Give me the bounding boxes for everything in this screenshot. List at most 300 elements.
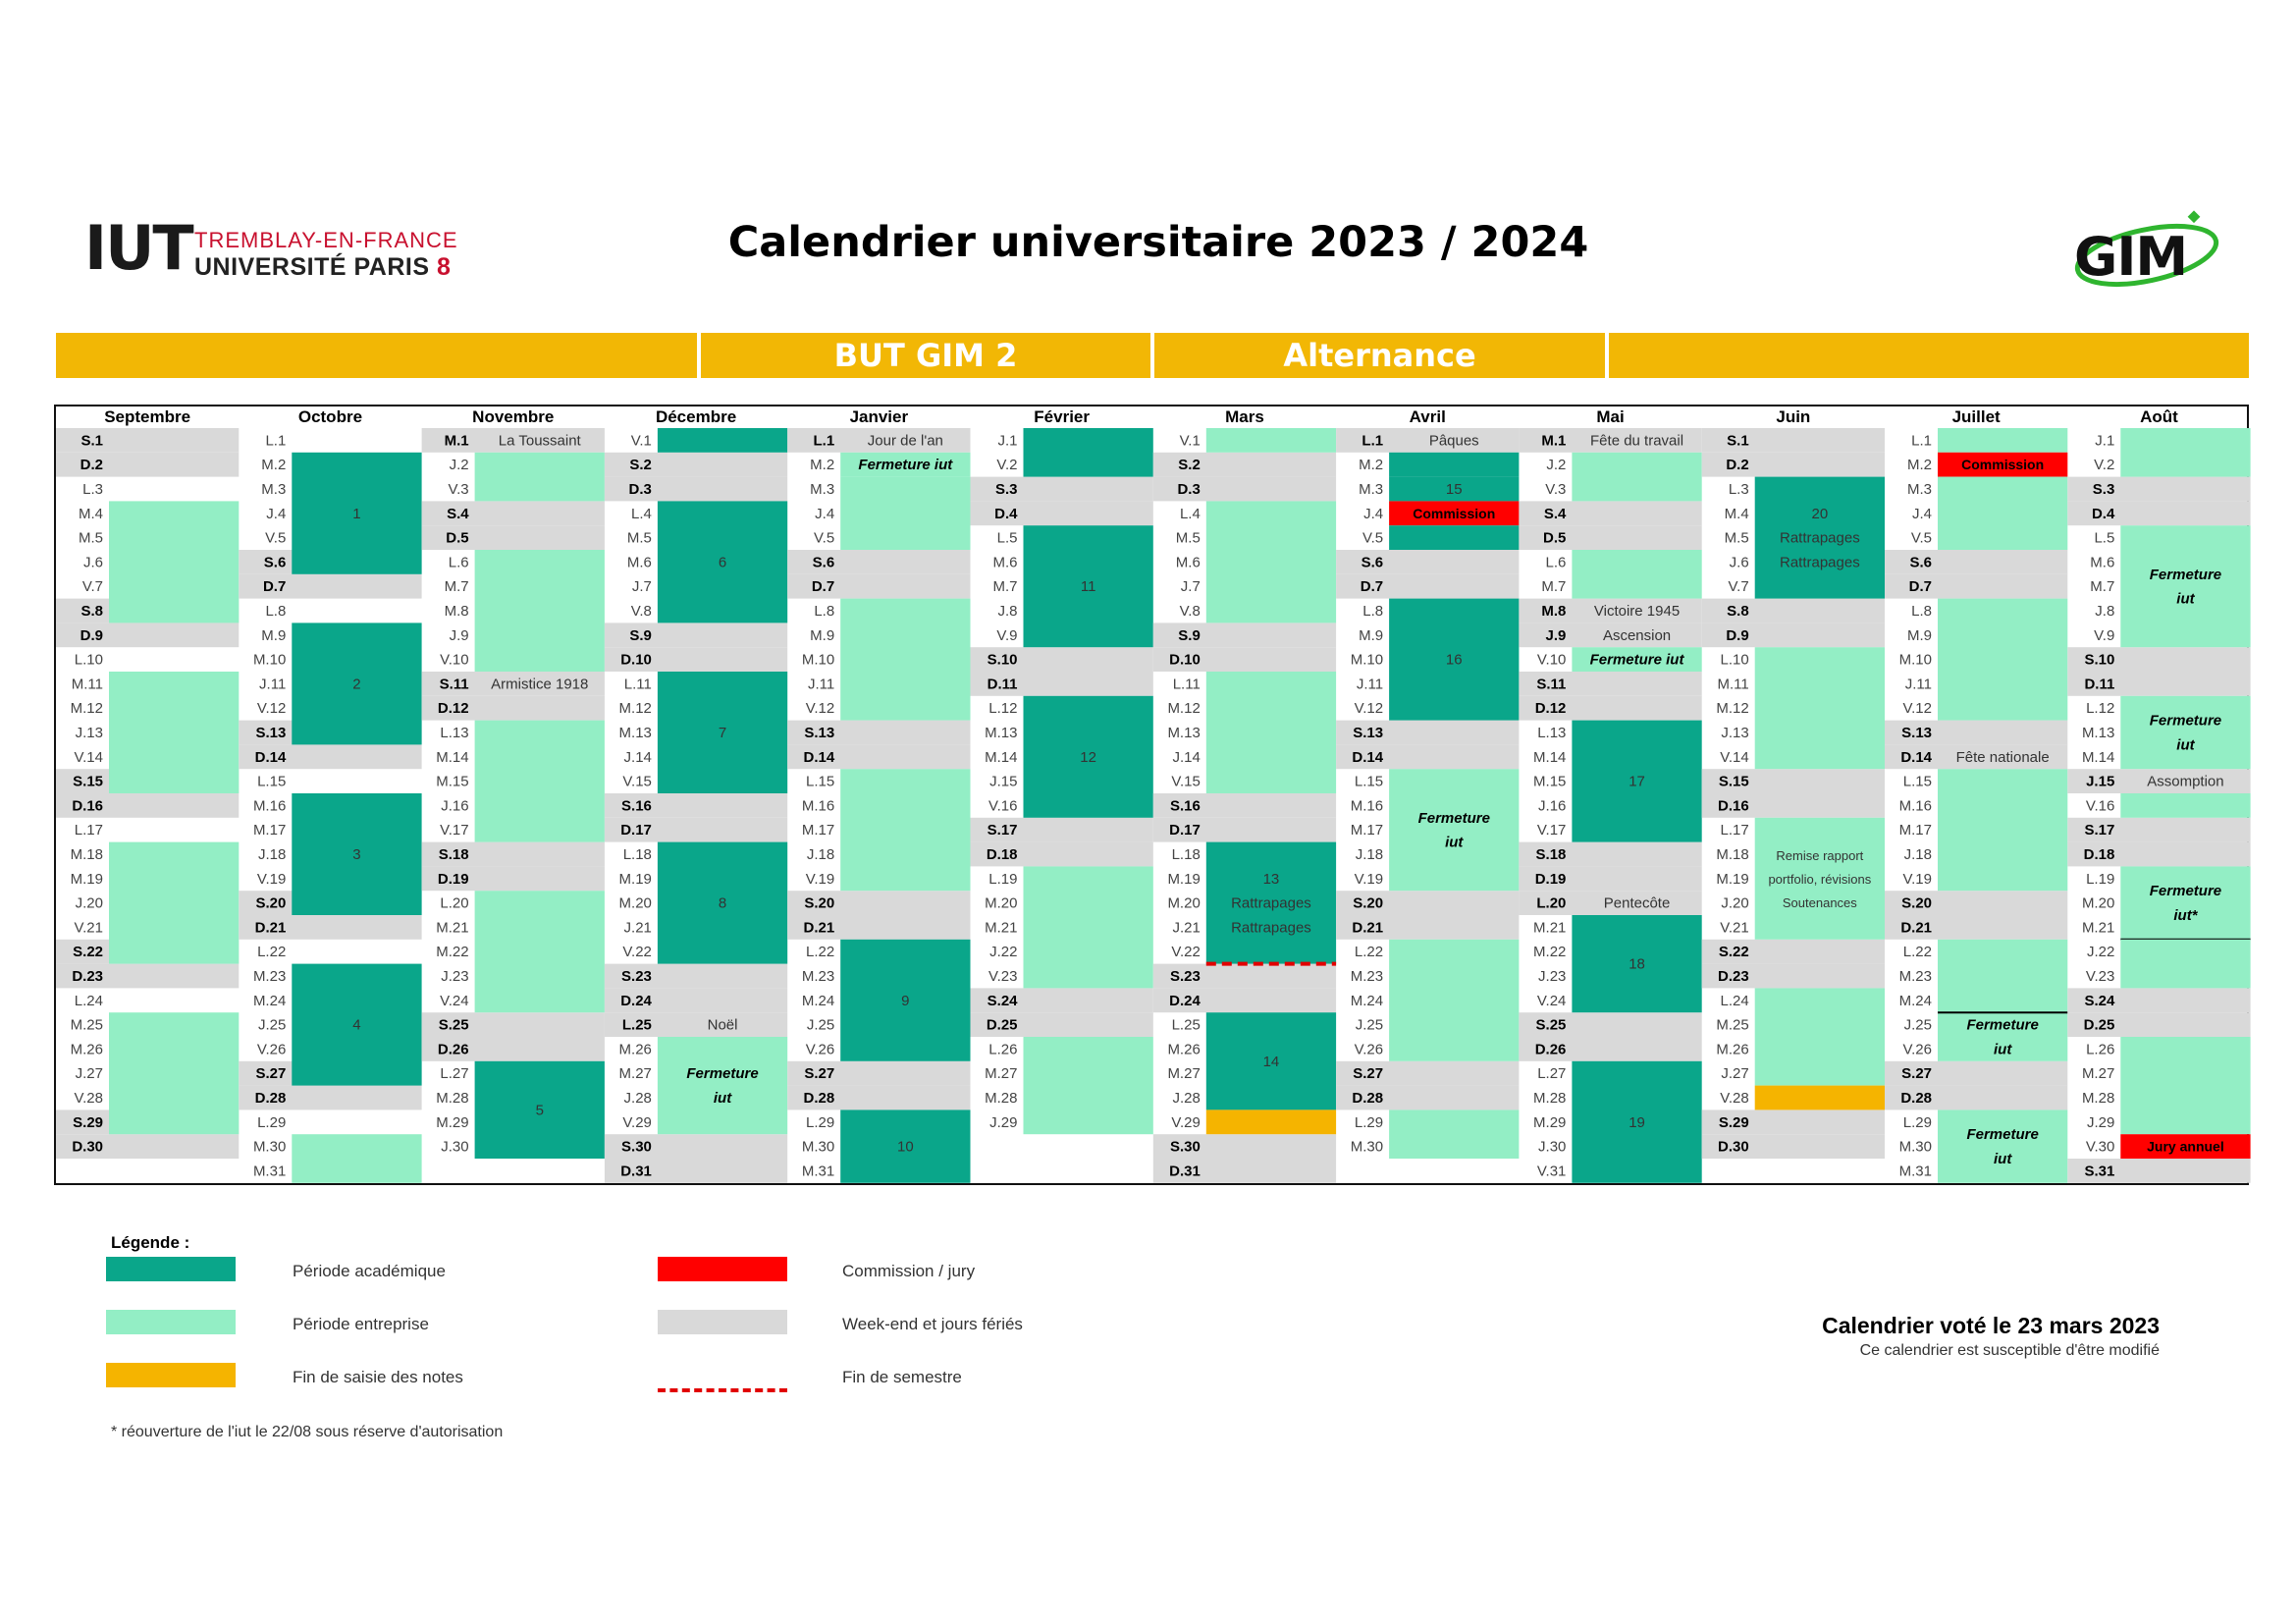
day-label: S.2 <box>629 457 652 474</box>
day-label: D.26 <box>1534 1041 1567 1058</box>
day-label: V.10 <box>440 651 469 669</box>
day-label: J.18 <box>1903 846 1932 863</box>
day-label: M.20 <box>985 894 1018 912</box>
day-label: L.24 <box>1720 992 1749 1009</box>
day-label: J.18 <box>1355 846 1384 863</box>
day-label: S.13 <box>255 725 287 741</box>
period-block <box>2120 428 2250 477</box>
day-label: M.5 <box>1175 529 1201 547</box>
day-label: J.4 <box>815 505 835 522</box>
period-block <box>1755 1086 1885 1110</box>
day-label: D.28 <box>254 1090 287 1107</box>
day-label: L.17 <box>74 822 103 839</box>
day-label: M.26 <box>618 1041 652 1058</box>
day-label: V.30 <box>2085 1138 2115 1156</box>
day-label: M.31 <box>1898 1163 1932 1180</box>
day-label: M.27 <box>2081 1065 2115 1083</box>
day-label: M.26 <box>1167 1041 1201 1058</box>
period-block <box>1024 1037 1153 1134</box>
period-block <box>1389 525 1519 550</box>
day-label: V.2 <box>2094 457 2115 474</box>
day-label: M.5 <box>78 529 103 547</box>
day-label: M.3 <box>261 481 287 498</box>
day-label: J.18 <box>806 846 835 863</box>
day-label: D.16 <box>72 797 103 815</box>
day-label: D.4 <box>994 505 1018 522</box>
day-label: L.4 <box>631 505 652 522</box>
day-label: V.5 <box>265 529 287 547</box>
day-label: V.5 <box>814 529 835 547</box>
day-label: M.1 <box>1541 432 1567 450</box>
legend-swatch-entreprise <box>106 1310 236 1334</box>
legend-swatch-academique <box>106 1257 236 1281</box>
holiday-note: Fête nationale <box>1955 748 2050 766</box>
day-label: J.7 <box>631 578 652 596</box>
day-label: V.24 <box>440 992 469 1009</box>
period-text: Remise rapport <box>1776 847 1864 863</box>
day-label: S.20 <box>804 894 835 912</box>
calendar-grid <box>54 405 2249 1185</box>
period-block <box>1755 647 1885 769</box>
day-label: L.29 <box>1354 1113 1384 1131</box>
day-label: V.29 <box>1171 1113 1201 1131</box>
day-label: V.5 <box>1362 529 1384 547</box>
period-block <box>2120 866 2250 939</box>
day-label: D.2 <box>1726 457 1749 474</box>
period-text: iut* <box>2173 907 2198 924</box>
holiday-note: Assomption <box>2147 773 2224 790</box>
day-label: L.19 <box>2086 870 2115 888</box>
period-text: Fermeture iut <box>858 457 953 474</box>
day-label: M.17 <box>801 822 835 839</box>
day-label: L.8 <box>814 603 835 620</box>
day-label: M.27 <box>618 1065 652 1083</box>
holiday-note: Jour de l'an <box>867 432 943 450</box>
day-label: M.3 <box>1906 481 1932 498</box>
day-label: J.25 <box>806 1016 835 1034</box>
day-label: J.23 <box>1538 968 1567 985</box>
day-label: J.11 <box>259 676 287 693</box>
day-label: M.22 <box>436 944 469 961</box>
banner-left <box>56 333 697 378</box>
day-label: D.19 <box>437 870 469 888</box>
period-text: Jury annuel <box>2147 1138 2224 1155</box>
day-label: V.3 <box>448 481 469 498</box>
day-label: L.20 <box>440 894 469 912</box>
day-label: M.4 <box>78 505 103 522</box>
day-label: S.23 <box>1169 968 1201 985</box>
period-text: 1 <box>352 505 361 522</box>
day-label: D.19 <box>1534 870 1567 888</box>
day-label: J.2 <box>1546 457 1567 474</box>
holiday-note: Victoire 1945 <box>1593 603 1681 620</box>
day-label: S.10 <box>2084 651 2115 669</box>
banner-mode: Alternance <box>1154 333 1605 378</box>
day-label: D.26 <box>437 1041 469 1058</box>
day-label: J.22 <box>2086 944 2115 961</box>
period-text: 5 <box>535 1102 544 1119</box>
day-label: M.9 <box>1906 626 1932 644</box>
day-label: L.29 <box>257 1113 287 1131</box>
day-label: V.23 <box>988 968 1018 985</box>
day-label: S.18 <box>438 846 469 863</box>
day-label: M.13 <box>2081 725 2115 741</box>
day-label: S.1 <box>80 432 103 450</box>
day-label: D.23 <box>1718 968 1749 985</box>
holiday-note: Armistice 1918 <box>491 676 589 693</box>
day-label: M.6 <box>992 554 1018 571</box>
calendar-svg <box>56 406 2251 1187</box>
legend-swatch-weekend <box>658 1310 787 1334</box>
day-label: V.19 <box>805 870 835 888</box>
day-label: V.31 <box>1536 1163 1567 1180</box>
day-label: J.18 <box>257 846 287 863</box>
day-label: M.21 <box>436 919 469 937</box>
day-label: V.2 <box>996 457 1018 474</box>
day-label: M.16 <box>801 797 835 815</box>
day-label: V.10 <box>1536 651 1567 669</box>
day-label: L.8 <box>1362 603 1384 620</box>
day-label: M.30 <box>252 1138 287 1156</box>
day-label: L.15 <box>805 773 835 790</box>
period-block <box>840 477 970 550</box>
day-label: J.28 <box>1172 1090 1201 1107</box>
day-label: L.15 <box>1902 773 1932 790</box>
iut-logo-line2-text: UNIVERSITÉ PARIS <box>194 253 430 281</box>
day-label: L.29 <box>1902 1113 1932 1131</box>
period-block <box>1938 428 2067 453</box>
period-text: iut <box>2176 590 2195 608</box>
period-block <box>475 891 605 1012</box>
day-label: V.19 <box>256 870 287 888</box>
day-label: J.28 <box>623 1090 652 1107</box>
month-header-janvier: Janvier <box>849 407 909 426</box>
day-label: M.7 <box>1541 578 1567 596</box>
period-text: iut <box>1993 1041 2012 1058</box>
period-block <box>1206 672 1336 793</box>
period-text: Soutenances <box>1782 894 1857 910</box>
holiday-note: Pentecôte <box>1603 894 1671 912</box>
day-label: M.19 <box>618 870 652 888</box>
page-title: Calendrier universitaire 2023 / 2024 <box>727 218 1589 267</box>
period-block <box>1389 453 1519 477</box>
period-block <box>109 1012 239 1134</box>
day-label: V.17 <box>1536 822 1567 839</box>
day-label: S.13 <box>1901 725 1932 741</box>
day-label: S.6 <box>812 554 835 571</box>
iut-logo <box>84 214 497 283</box>
period-text: Fermeture <box>1417 809 1490 827</box>
day-label: J.9 <box>449 626 469 644</box>
day-label: M.24 <box>801 992 835 1009</box>
period-text: 17 <box>1629 773 1645 790</box>
day-label: L.24 <box>74 992 103 1009</box>
day-label: M.18 <box>1716 846 1749 863</box>
day-label: J.23 <box>441 968 469 985</box>
period-block <box>1024 866 1153 988</box>
day-label: M.24 <box>252 992 287 1009</box>
period-text: 16 <box>1445 651 1463 669</box>
day-label: D.10 <box>620 651 652 669</box>
day-label: S.27 <box>1353 1065 1384 1083</box>
day-label: D.9 <box>80 626 103 644</box>
day-label: J.4 <box>1911 505 1932 522</box>
vote-title: Calendrier voté le 23 mars 2023 <box>1822 1313 2160 1338</box>
day-label: M.20 <box>618 894 652 912</box>
day-label: M.27 <box>1167 1065 1201 1083</box>
day-label: D.30 <box>72 1138 103 1156</box>
legend-label-semestre: Fin de semestre <box>842 1368 962 1386</box>
day-label: M.28 <box>1533 1090 1567 1107</box>
period-block <box>1938 1110 2067 1182</box>
day-label: M.21 <box>1533 919 1567 937</box>
legend-swatch-semestre <box>658 1388 787 1392</box>
footnote: * réouverture de l'iut le 22/08 sous réserve d'autorisation <box>111 1424 504 1440</box>
day-label: S.13 <box>1353 725 1384 741</box>
day-label: L.25 <box>1171 1016 1201 1034</box>
day-label: V.7 <box>81 578 103 596</box>
iut-logo-text: IUT <box>84 212 192 284</box>
day-label: M.30 <box>1898 1138 1932 1156</box>
day-label: L.4 <box>1179 505 1201 522</box>
day-label: V.21 <box>74 919 103 937</box>
day-label: J.2 <box>449 457 469 474</box>
day-label: S.23 <box>621 968 652 985</box>
day-label: M.3 <box>810 481 835 498</box>
day-label: M.11 <box>71 676 103 693</box>
day-label: L.6 <box>1545 554 1567 571</box>
day-label: L.22 <box>805 944 835 961</box>
day-label: M.6 <box>626 554 652 571</box>
day-label: L.6 <box>448 554 469 571</box>
day-label: S.6 <box>1909 554 1932 571</box>
day-label: J.15 <box>989 773 1018 790</box>
day-label: M.28 <box>436 1090 469 1107</box>
day-label: V.19 <box>1902 870 1932 888</box>
day-label: M.19 <box>1167 870 1201 888</box>
day-label: J.13 <box>1721 725 1749 741</box>
holiday-note: Fête du travail <box>1590 432 1684 450</box>
period-block <box>658 428 787 453</box>
day-label: M.23 <box>1898 968 1932 985</box>
day-label: V.9 <box>996 626 1018 644</box>
day-label: D.24 <box>1169 992 1201 1009</box>
day-label: M.14 <box>1533 748 1567 766</box>
day-label: M.7 <box>992 578 1018 596</box>
period-block <box>1572 453 1701 502</box>
period-block <box>475 550 605 672</box>
period-text: Fermeture <box>2149 712 2222 730</box>
day-label: S.29 <box>1718 1113 1749 1131</box>
day-label: S.6 <box>263 554 287 571</box>
day-label: S.29 <box>73 1113 103 1131</box>
banner-right <box>1609 333 2249 378</box>
holiday-note: Noël <box>707 1016 738 1034</box>
day-label: L.3 <box>1728 481 1749 498</box>
day-label: D.12 <box>1534 700 1567 718</box>
day-label: M.31 <box>801 1163 835 1180</box>
day-label: V.19 <box>1354 870 1384 888</box>
period-text: 11 <box>1080 578 1096 596</box>
period-text: Fermeture <box>1966 1016 2039 1034</box>
day-label: M.2 <box>810 457 835 474</box>
day-label: V.26 <box>805 1041 835 1058</box>
period-text: Fermeture <box>1966 1126 2039 1144</box>
vote-subtitle: Ce calendrier est susceptible d'être modifié <box>1859 1342 2160 1359</box>
day-label: J.14 <box>623 748 652 766</box>
month-header-août: Août <box>2140 407 2178 426</box>
day-label: S.11 <box>1536 676 1567 693</box>
day-label: V.12 <box>1902 700 1932 718</box>
day-label: M.19 <box>70 870 103 888</box>
period-block <box>2120 940 2250 989</box>
period-text: 20 <box>1811 505 1829 522</box>
legend-swatch-commission <box>658 1257 787 1281</box>
day-label: M.14 <box>2081 748 2115 766</box>
day-label: V.9 <box>2094 626 2115 644</box>
day-label: L.12 <box>2086 700 2115 718</box>
day-label: S.16 <box>621 797 652 815</box>
period-text: Fermeture iut <box>1589 651 1684 669</box>
period-text: Rattrapages <box>1779 554 1860 571</box>
period-block <box>292 1134 421 1183</box>
day-label: M.24 <box>1350 992 1384 1009</box>
day-label: V.22 <box>1171 944 1201 961</box>
day-label: S.6 <box>1361 554 1384 571</box>
day-label: V.26 <box>1902 1041 1932 1058</box>
day-label: D.28 <box>1900 1090 1932 1107</box>
day-label: M.10 <box>252 651 287 669</box>
day-label: D.10 <box>1169 651 1201 669</box>
day-label: L.12 <box>988 700 1018 718</box>
day-label: D.24 <box>620 992 652 1009</box>
day-label: S.13 <box>804 725 835 741</box>
day-label: L.17 <box>1720 822 1749 839</box>
day-label: M.22 <box>1533 944 1567 961</box>
day-label: J.1 <box>2095 432 2115 450</box>
day-label: S.31 <box>2084 1163 2115 1180</box>
day-label: M.27 <box>985 1065 1018 1083</box>
day-label: M.21 <box>2081 919 2115 937</box>
day-label: L.20 <box>1536 894 1567 912</box>
day-label: S.22 <box>1718 944 1749 961</box>
day-label: L.1 <box>813 432 835 450</box>
day-label: J.11 <box>1356 676 1384 693</box>
day-label: M.2 <box>261 457 287 474</box>
day-label: J.29 <box>2086 1113 2115 1131</box>
period-text: 4 <box>352 1016 361 1034</box>
day-label: M.25 <box>1716 1016 1749 1034</box>
day-label: M.13 <box>985 725 1018 741</box>
day-label: D.21 <box>1352 919 1384 937</box>
day-label: L.25 <box>621 1016 652 1034</box>
period-text: 12 <box>1080 748 1096 766</box>
day-label: M.28 <box>2081 1090 2115 1107</box>
period-block <box>840 599 970 721</box>
day-label: J.21 <box>1172 919 1201 937</box>
period-block <box>1938 769 2067 891</box>
period-text: 3 <box>352 846 361 863</box>
day-label: J.4 <box>1363 505 1384 522</box>
period-text: Fermeture <box>2149 883 2222 900</box>
day-label: V.28 <box>74 1090 103 1107</box>
day-label: J.14 <box>1172 748 1201 766</box>
day-label: V.26 <box>256 1041 287 1058</box>
day-label: V.7 <box>1728 578 1749 596</box>
day-label: S.24 <box>2084 992 2115 1009</box>
iut-logo-line1: TREMBLAY-EN-FRANCE <box>194 228 458 252</box>
day-label: L.10 <box>74 651 103 669</box>
period-block <box>658 1037 787 1134</box>
day-label: D.25 <box>986 1016 1018 1034</box>
day-label: M.12 <box>70 700 103 718</box>
day-label: M.7 <box>2090 578 2115 596</box>
day-label: L.22 <box>1354 944 1384 961</box>
day-label: M.9 <box>810 626 835 644</box>
period-block <box>2120 793 2250 818</box>
day-label: V.14 <box>74 748 103 766</box>
day-label: L.27 <box>440 1065 469 1083</box>
day-label: D.4 <box>2091 505 2115 522</box>
period-block <box>475 453 605 502</box>
period-text: 6 <box>718 554 727 571</box>
day-label: M.4 <box>1724 505 1749 522</box>
day-label: V.23 <box>2085 968 2115 985</box>
day-label: J.21 <box>623 919 652 937</box>
period-block <box>109 842 239 964</box>
day-label: V.8 <box>630 603 652 620</box>
day-label: M.19 <box>1716 870 1749 888</box>
day-label: V.21 <box>1720 919 1749 937</box>
period-block <box>109 501 239 623</box>
day-label: V.28 <box>1720 1090 1749 1107</box>
day-label: D.16 <box>1718 797 1749 815</box>
day-label: S.9 <box>1178 626 1201 644</box>
period-block <box>2120 1037 2250 1134</box>
day-label: D.7 <box>811 578 835 596</box>
period-text: iut <box>713 1090 732 1107</box>
day-label: S.9 <box>629 626 652 644</box>
month-header-février: Février <box>1034 407 1091 426</box>
day-label: D.5 <box>446 529 469 547</box>
period-text: 19 <box>1629 1113 1645 1131</box>
period-text: Rattrapages <box>1231 894 1311 912</box>
day-label: D.25 <box>2083 1016 2115 1034</box>
period-block <box>1389 940 1519 1061</box>
day-label: M.16 <box>252 797 287 815</box>
day-label: L.18 <box>622 846 652 863</box>
day-label: V.12 <box>1354 700 1384 718</box>
period-block <box>109 672 239 793</box>
day-label: L.26 <box>2086 1041 2115 1058</box>
day-label: L.15 <box>1354 773 1384 790</box>
day-label: D.2 <box>80 457 103 474</box>
day-label: V.16 <box>2085 797 2115 815</box>
day-label: M.20 <box>1167 894 1201 912</box>
day-label: V.3 <box>1545 481 1567 498</box>
day-label: M.11 <box>1717 676 1749 693</box>
period-block <box>1206 1110 1336 1134</box>
day-label: D.21 <box>1900 919 1932 937</box>
day-label: M.15 <box>1533 773 1567 790</box>
day-label: D.21 <box>803 919 835 937</box>
period-text: Rattrapages <box>1231 919 1311 937</box>
day-label: S.15 <box>73 773 103 790</box>
day-label: L.22 <box>257 944 287 961</box>
day-label: M.26 <box>70 1041 103 1058</box>
day-label: S.1 <box>1727 432 1749 450</box>
period-text: iut <box>1993 1151 2012 1167</box>
